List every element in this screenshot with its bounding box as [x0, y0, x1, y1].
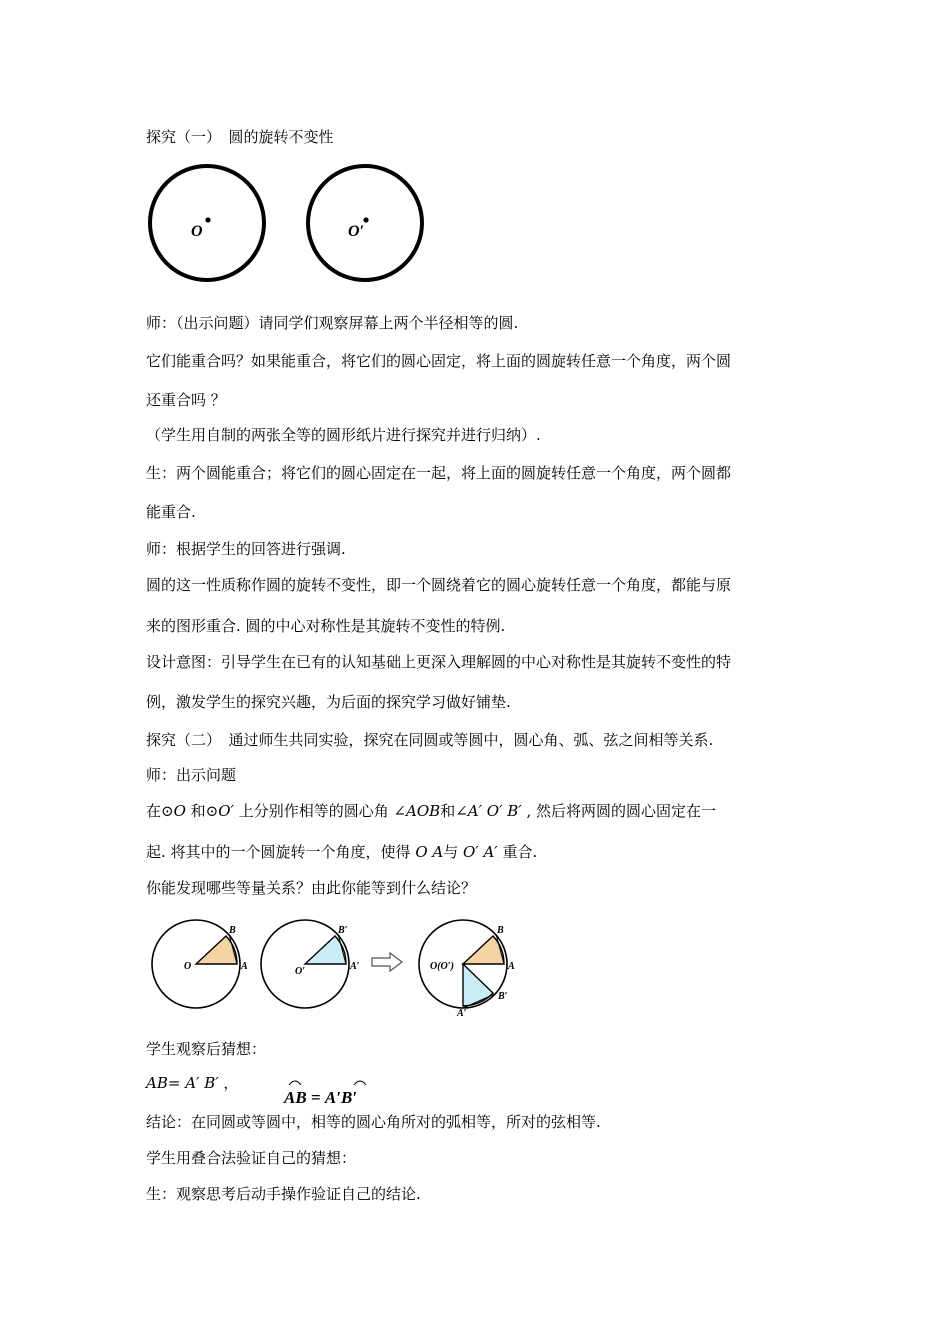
c3-label-o: O(O′): [430, 961, 454, 972]
c2-label-b: B′: [338, 925, 348, 936]
t14f: AOB: [406, 802, 441, 820]
text-line-20: 学生用叠合法验证自己的猜想：: [146, 1149, 357, 1167]
c2-label-o: O′: [295, 966, 306, 977]
t15c: 与: [443, 843, 463, 861]
text-line-8: 圆的这一性质称作圆的旋转不变性，即一个圆绕着它的圆心旋转任意一个角度，都能与原: [146, 576, 732, 594]
c1-label-o: O: [184, 961, 192, 972]
c3-label-a-prime: A′: [457, 1008, 467, 1019]
arrow-icon: [372, 953, 402, 971]
text-line-3: 还重合吗 ？: [146, 391, 226, 409]
text-line-9: 来的图形重合. 圆的中心对称性是其旋转不变性的特例.: [146, 617, 506, 635]
c1-label-b: B: [229, 925, 236, 936]
c3-label-b: B: [497, 925, 504, 936]
text-line-7: 师：根据学生的回答进行强调.: [146, 540, 346, 558]
c1-label-a: A: [241, 961, 248, 972]
text-line-16: 你能发现哪些等量关系？由此你能等到什么结论？: [146, 879, 477, 897]
arc-mark-icon: [288, 1078, 302, 1086]
arc-ab-text: AB: [284, 1088, 307, 1107]
t14d: O′: [218, 802, 234, 820]
text-line-21: 生：观察思考后动手操作验证自己的结论.: [146, 1185, 421, 1203]
arc-mark-icon-2: [353, 1078, 367, 1086]
t15e: 重合.: [497, 843, 538, 861]
text-line-15: [146, 842, 537, 862]
arc-ab: [284, 1088, 307, 1108]
text-line-11: 例，激发学生的探究兴趣，为后面的探究学习做好铺垫.: [146, 693, 511, 711]
c3-label-b-prime: B′: [498, 991, 508, 1002]
text-line-10: 设计意图：引导学生在已有的认知基础上更深入理解圆的中心对称性是其旋转不变性的特: [146, 653, 732, 671]
text-line-5: 生：两个圆能重合；将它们的圆心固定在一起，将上面的圆旋转任意一个角度，两个圆都: [146, 464, 732, 482]
c2-label-a: A′: [350, 961, 360, 972]
circle-o: [150, 166, 264, 280]
t15a: 起. 将其中的一个圆旋转一个角度，使得: [146, 843, 416, 861]
t15d: O′ A′: [463, 843, 498, 861]
t14b: O: [173, 802, 186, 820]
label-o-prime: O′: [348, 223, 365, 240]
circle-o-prime: [308, 166, 422, 280]
text-line-2: 它们能重合吗？如果能重合，将它们的圆心固定，将上面的圆旋转任意一个角度，两个圆: [146, 352, 732, 370]
text-line-13: 师：出示问题: [146, 766, 237, 784]
t14e: 上分别作相等的圆心角 ∠: [233, 802, 407, 820]
t14a: 在⊙: [146, 802, 174, 820]
text-line-6: 能重合.: [146, 503, 196, 521]
label-o: O: [191, 223, 203, 240]
t18c: A′ B′: [185, 1074, 219, 1092]
figure-two-circles: [140, 164, 440, 294]
text-line-12: 探究（二） 通过师生共同实验，探究在同圆或等圆中，圆心角、弧、弦之间相等关系.: [146, 731, 714, 749]
section1-title: 探究（一） 圆的旋转不变性: [146, 128, 334, 146]
t14i: , 然后将两圆的圆心固定在一: [521, 802, 716, 820]
t18b: =: [167, 1074, 186, 1092]
t18a: AB: [146, 1074, 168, 1092]
text-line-4: （学生用自制的两张全等的圆形纸片进行探究并进行归纳）.: [146, 426, 541, 444]
figure-sectors: [150, 918, 530, 1018]
text-line-1: 师：（出示问题）请同学们观察屏幕上两个半径相等的圆.: [146, 314, 519, 332]
center-dot-o: [205, 217, 210, 222]
t14g: 和∠: [440, 802, 468, 820]
arc-a-b-prime-text: A′B′: [324, 1088, 358, 1107]
t15b: O A: [415, 843, 444, 861]
text-line-19: 结论：在同圆或等圆中，相等的圆心角所对的弧相等，所对的弦相等.: [146, 1113, 601, 1131]
text-line-17: 学生观察后猜想：: [146, 1040, 267, 1058]
text-line-14: [146, 801, 716, 821]
t14c: 和⊙: [185, 802, 219, 820]
formula-eq: =: [306, 1088, 325, 1107]
t18d: ，: [218, 1074, 239, 1092]
center-dot-o-prime: [363, 217, 368, 222]
arc-equality-formula: [284, 1088, 357, 1108]
arc-a-b-prime: [325, 1088, 357, 1108]
c3-label-a: A: [508, 961, 515, 972]
text-line-18: [146, 1073, 238, 1093]
t14h: A′ O′ B′: [467, 802, 522, 820]
